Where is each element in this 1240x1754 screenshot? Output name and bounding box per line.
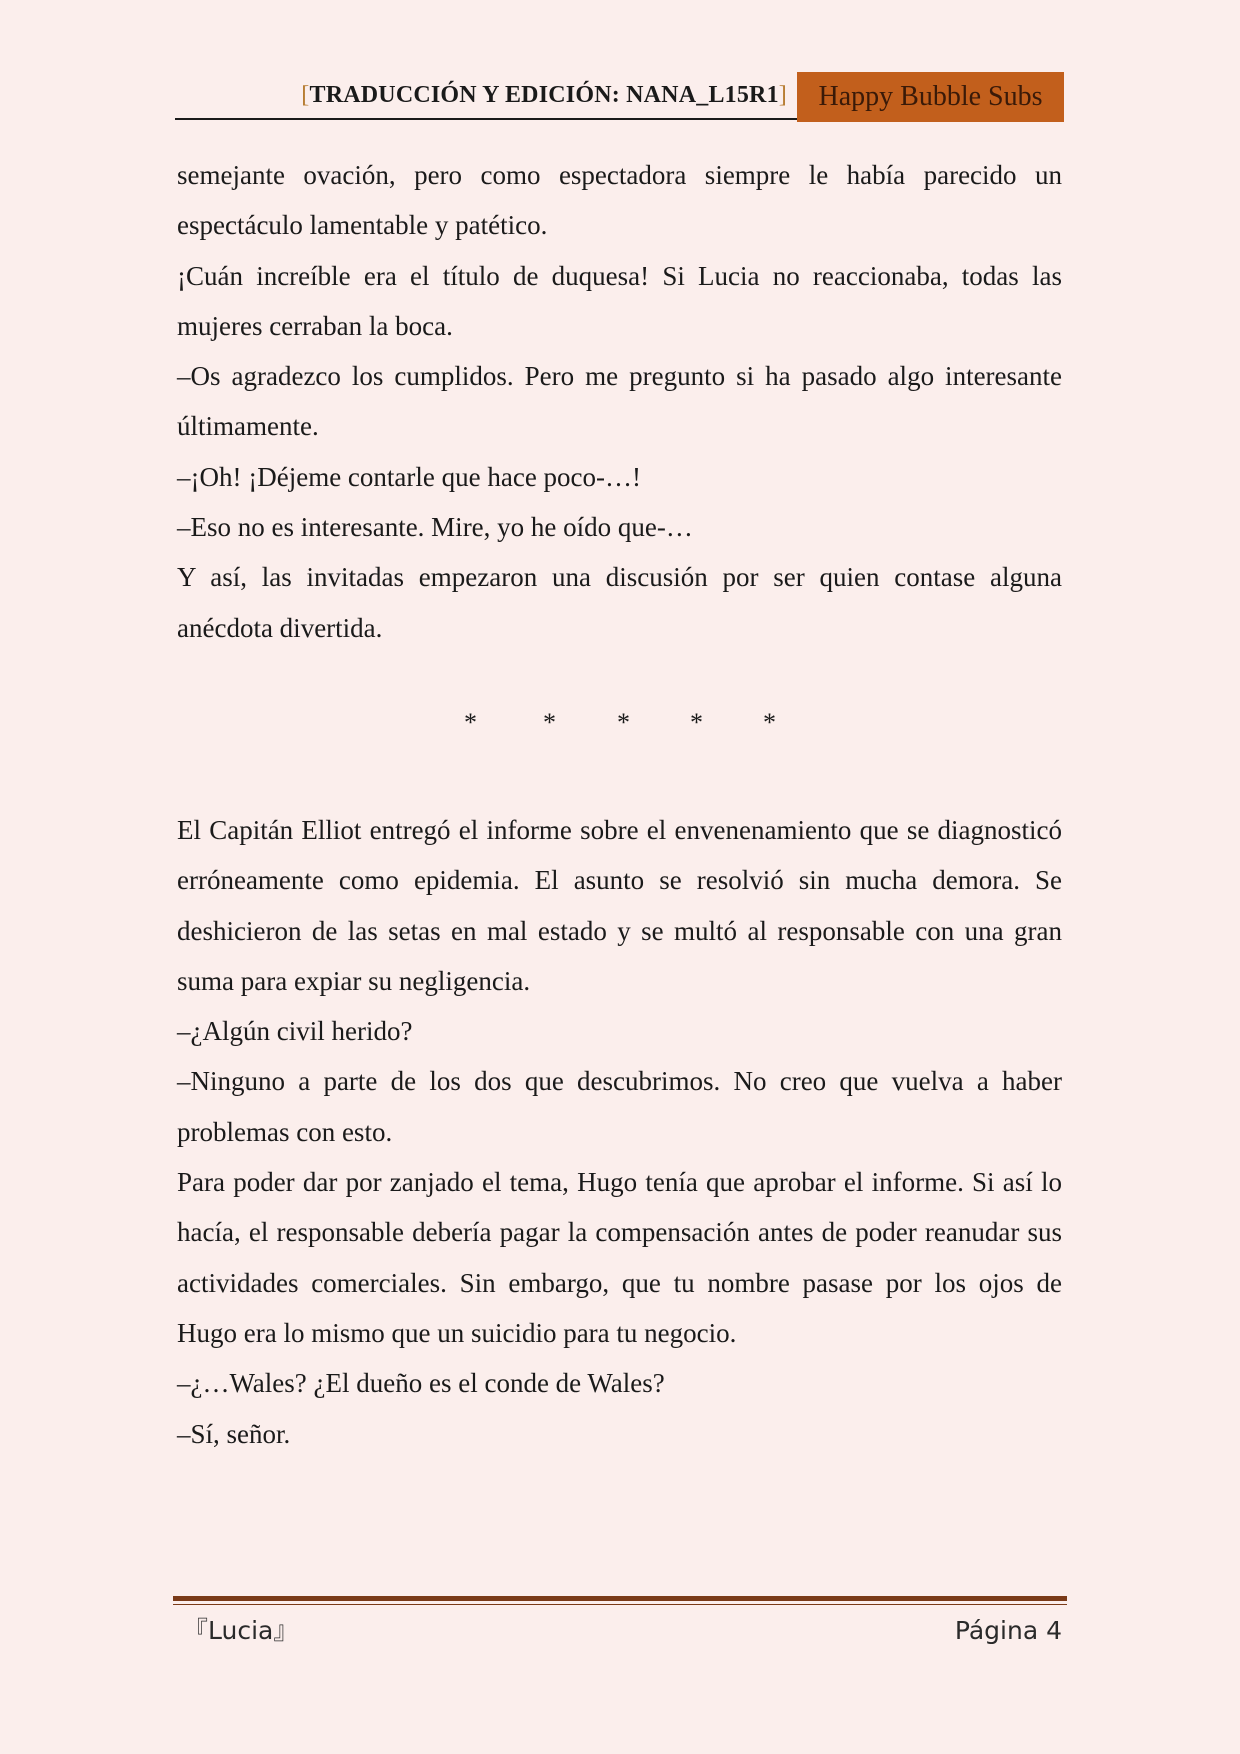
scene-break [0,708,1240,738]
scene-break-asterisk: * [763,708,776,737]
paragraph: Para poder dar por zanjado el tema, Hugo tenía que aprobar el informe. Si así lo hacía, el responsable debería pagar la compensación antes de poder reanudar sus actividades comerciales. Sin embargo, que tu nombre pasase por los ojos de Hugo era lo mismo que un suicidio para tu negocio. [177,1167,1062,1348]
paragraph: semejante ovación, pero como espectadora siempre le había parecido un espectáculo lamentable y patético. [177,160,1062,241]
scene-break-asterisk: * [543,708,556,737]
translation-credit-text: TRADUCCIÓN Y EDICIÓN: NANA_L15R1 [309,81,779,108]
dialogue-line: –¡Oh! ¡Déjeme contarle que hace poco-…! [177,461,642,492]
dialogue-line: –¿Algún civil herido? [177,1016,413,1047]
body-text-bottom [177,805,1062,1459]
dialogue-line: –¿…Wales? ¿El dueño es el conde de Wales? [177,1368,665,1399]
footer-rule-thin [173,1604,1067,1605]
dialogue-line: –Os agradezco los cumplidos. Pero me pregunto si ha pasado algo interesante últimamente. [177,361,1062,442]
group-name-tag: Happy Bubble Subs [797,72,1064,122]
footer-page-number: Página 4 [954,1616,1062,1645]
footer-rule [173,1596,1067,1601]
scene-break-asterisk: * [464,708,477,737]
translation-credit [175,72,797,120]
bracket-open: [ [301,81,310,108]
page-header [175,72,1064,122]
body-text-top [177,150,1062,653]
bracket-close: ] [778,81,787,108]
dialogue-line: –Ninguno a parte de los dos que descubrimos. No creo que vuelva a haber problemas con esto. [177,1066,1062,1147]
footer-book-title: 『Lucia』 [183,1616,299,1645]
scene-break-asterisk: * [690,708,703,737]
dialogue-line: –Eso no es interesante. Mire, yo he oído que-… [177,512,693,543]
paragraph: El Capitán Elliot entregó el informe sobre el envenenamiento que se diagnosticó erróneamente como epidemia. El asunto se resolvió sin mucha demora. Se deshicieron de las setas en mal estado y se multó al responsable con una gran suma para expiar su negligencia. [177,815,1062,996]
paragraph: Y así, las invitadas empezaron una discusión por ser quien contase alguna anécdota divertida. [177,562,1062,643]
scene-break-asterisk: * [617,708,630,737]
paragraph: ¡Cuán increíble era el título de duquesa! Si Lucia no reaccionaba, todas las mujeres cerraban la boca. [177,260,1062,341]
dialogue-line: –Sí, señor. [177,1418,291,1449]
